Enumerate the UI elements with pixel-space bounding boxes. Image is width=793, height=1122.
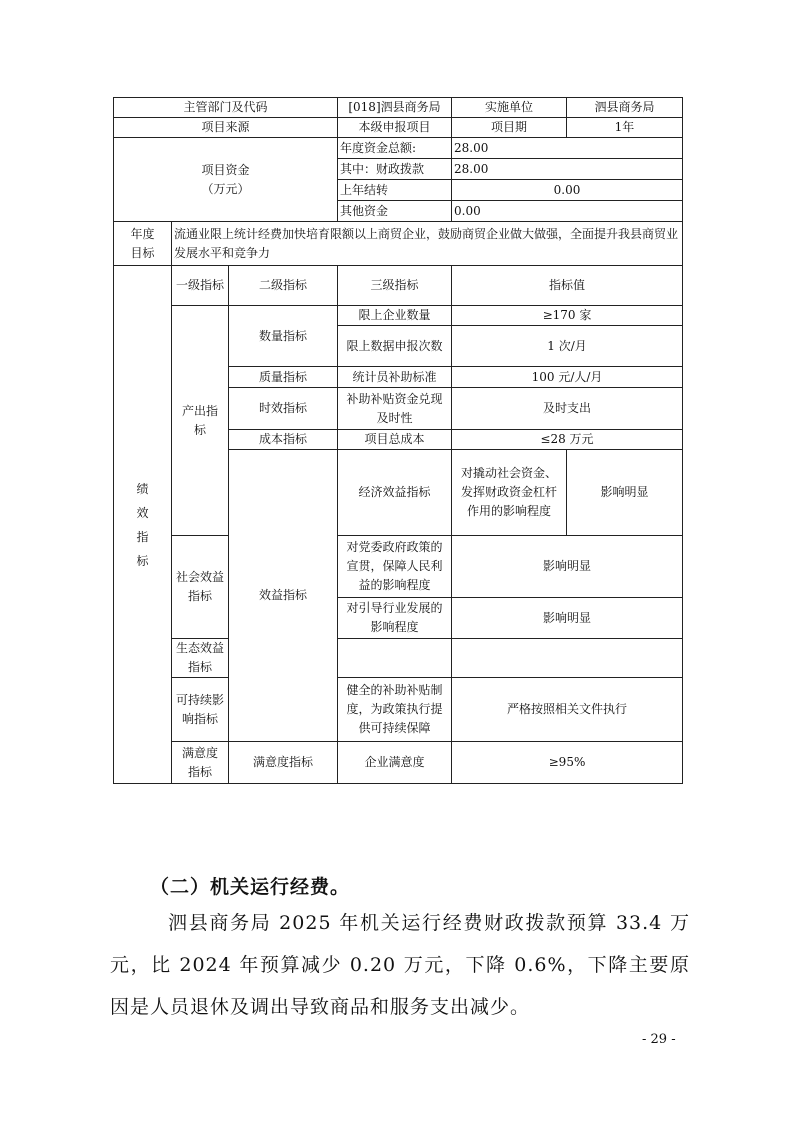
performance-label: 绩效指标 <box>114 266 172 784</box>
social-row-1-name: 对党委政府政策的宣贯，保障人民利益的影响程度 <box>338 536 452 598</box>
social-row-2-name: 对引导行业发展的影响程度 <box>338 598 452 639</box>
quantity-row-2-name: 限上数据申报次数 <box>338 326 452 367</box>
funds-fiscal-label: 其中：财政拨款 <box>338 159 452 180</box>
period-value: 1年 <box>567 118 683 138</box>
timeliness-label: 时效指标 <box>229 388 338 430</box>
funds-label-line2: （万元） <box>201 181 250 196</box>
economic-row-name: 对撬动社会资金、发挥财政资金杠杆作用的影响程度 <box>452 450 567 536</box>
funds-other-value: 0.00 <box>452 201 683 222</box>
funds-total-label: 年度资金总额: <box>338 138 452 159</box>
quantity-row-1-name: 限上企业数量 <box>338 306 452 326</box>
funds-label-line1: 项目资金 <box>201 162 250 177</box>
benefit-label: 效益指标 <box>229 450 338 742</box>
goal-label <box>114 222 172 266</box>
quality-label: 质量指标 <box>229 367 338 388</box>
dept-value: [018]泗县商务局 <box>338 98 452 118</box>
funds-label <box>114 138 338 222</box>
funds-total-value: 28.00 <box>452 138 683 159</box>
value-header: 指标值 <box>452 266 683 306</box>
source-label: 项目来源 <box>114 118 338 138</box>
impl-label: 实施单位 <box>452 98 567 118</box>
timeliness-row-name: 补助补贴资金兑现及时性 <box>338 388 452 430</box>
funds-fiscal-value: 28.00 <box>452 159 683 180</box>
cost-row-name: 项目总成本 <box>338 430 452 450</box>
social-row-1-value: 影响明显 <box>452 536 683 598</box>
cost-label: 成本指标 <box>229 430 338 450</box>
quality-row-value: 100 元/人/月 <box>452 367 683 388</box>
page-number: - 29 - <box>642 1032 676 1047</box>
dept-label: 主管部门及代码 <box>114 98 338 118</box>
output-label: 产出指标 <box>172 306 229 536</box>
satisfaction-label: 满意度指标 <box>172 742 229 784</box>
social-label: 社会效益指标 <box>172 536 229 639</box>
sustain-row-name: 健全的补助补贴制度，为政策执行提供可持续保障 <box>338 678 452 742</box>
level1-header: 一级指标 <box>172 266 229 306</box>
satisfaction-sub-label: 满意度指标 <box>229 742 338 784</box>
timeliness-row-value: 及时支出 <box>452 388 683 430</box>
ecology-label: 生态效益指标 <box>172 639 229 678</box>
goal-label-line1: 年度 <box>130 226 155 241</box>
cost-row-value: ≤28 万元 <box>452 430 683 450</box>
sustain-label: 可持续影响指标 <box>172 678 229 742</box>
quantity-row-2-value: 1 次/月 <box>452 326 683 367</box>
level3-header: 三级指标 <box>338 266 452 306</box>
funds-other-label: 其他资金 <box>338 201 452 222</box>
quantity-row-1-value: ≥170 家 <box>452 306 683 326</box>
body-paragraph: 泗县商务局 2025 年机关运行经费财政拨款预算 33.4 万元，比 2024 年预算减少 0.20 万元，下降 0.6%，下降主要原因是人员退休及调出导致商品和服务支出减少。 <box>110 912 690 1018</box>
project-performance-table <box>113 97 683 784</box>
source-value: 本级申报项目 <box>338 118 452 138</box>
quantity-label: 数量指标 <box>229 306 338 367</box>
ecology-row-name <box>338 639 452 678</box>
funds-carryover-label: 上年结转 <box>338 180 452 201</box>
goal-text: 流通业限上统计经费加快培育限额以上商贸企业，鼓励商贸企业做大做强，全面提升我县商贸业发展水平和竞争力 <box>172 222 683 266</box>
social-row-2-value: 影响明显 <box>452 598 683 639</box>
satisfaction-row-value: ≥95% <box>452 742 683 784</box>
economic-label: 经济效益指标 <box>338 450 452 536</box>
period-label: 项目期 <box>452 118 567 138</box>
ecology-row-value <box>452 639 683 678</box>
section-heading: （二）机关运行经费。 <box>150 876 351 898</box>
economic-row-value: 影响明显 <box>567 450 683 536</box>
level2-header: 二级指标 <box>229 266 338 306</box>
impl-value: 泗县商务局 <box>567 98 683 118</box>
sustain-row-value: 严格按照相关文件执行 <box>452 678 683 742</box>
funds-carryover-value: 0.00 <box>452 180 683 201</box>
satisfaction-row-name: 企业满意度 <box>338 742 452 784</box>
quality-row-name: 统计员补助标准 <box>338 367 452 388</box>
goal-label-line2: 目标 <box>130 245 155 260</box>
